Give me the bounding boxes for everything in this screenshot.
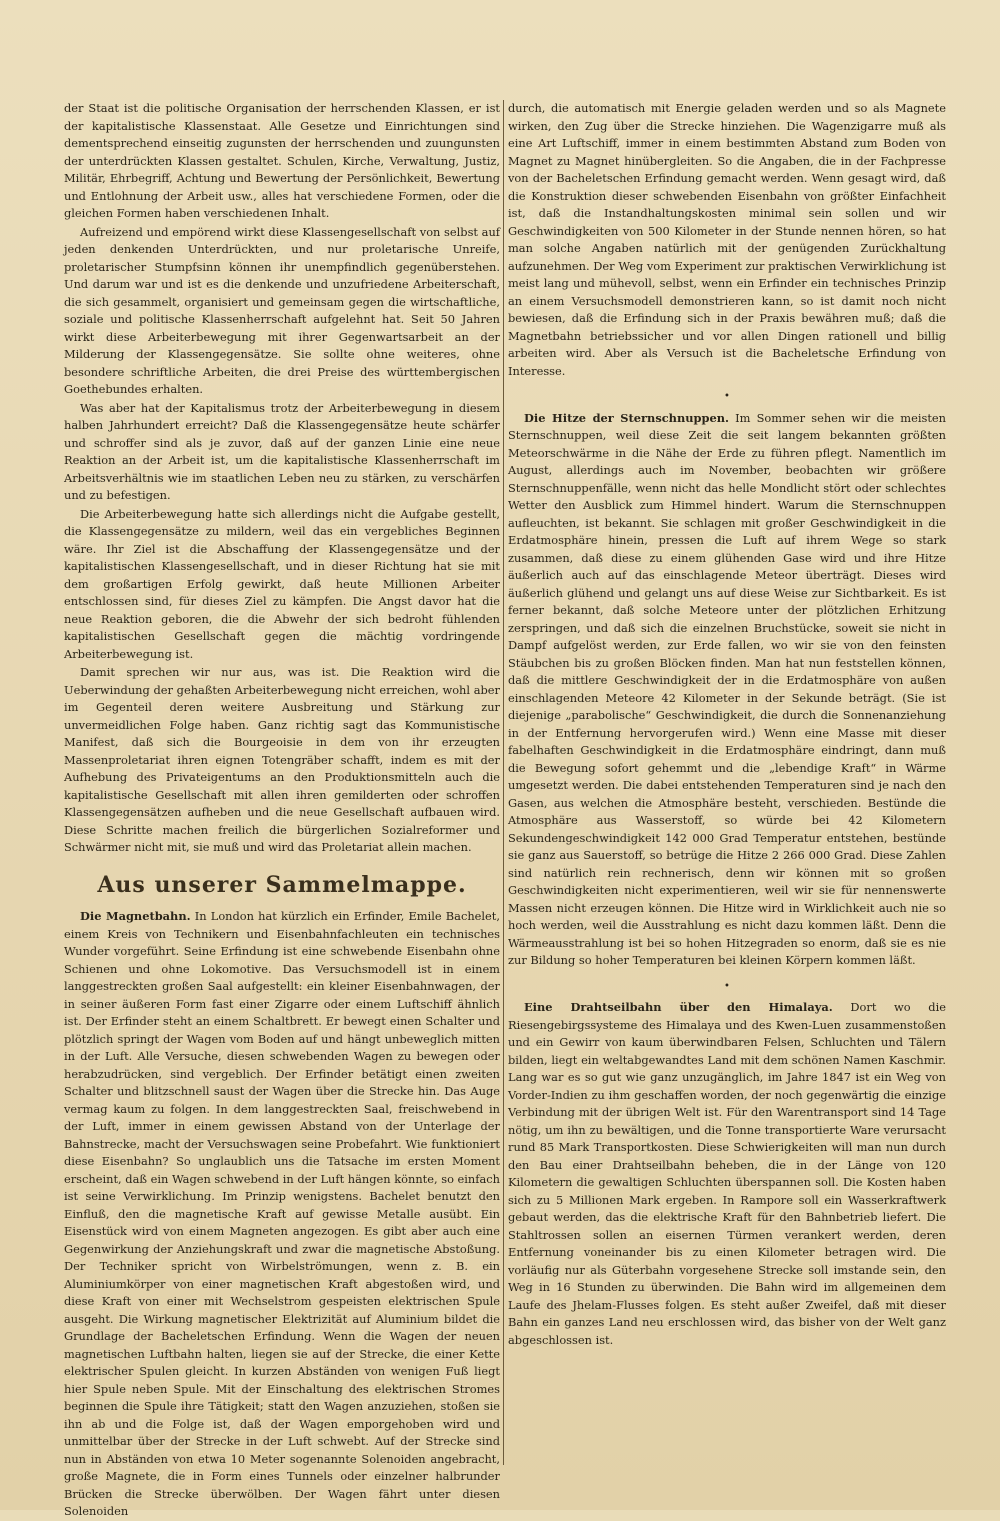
article-body: In London hat kürzlich ein Erfinder, Emile Bachelet, einem Kreis von Technikern und Eisenbahnfachleuten ein technisches Wunder vorgeführt. Seine Erfindung ist eine schwebende Eisenbahn ohne Schienen und ohne Lokomotive. Das Versuchsmodell ist in einem langgestreckten großen Saal aufgestellt: ein kleiner Eisenbahnwagen, der in seiner äußeren Form fast einer Zigarre oder einem Luftschiff ähnlich ist. Der Erfinder steht an einem Schaltbrett. Er bewegt einen Schalter und plötzlich springt der Wagen vom Boden auf und hängt unbeweglich mitten in der Luft. Alle Versuche, diesen schwebenden Wagen zu bewegen oder herabzudrücken, sind vergeblich. Der Erfinder betätigt einen zweiten Schalter und blitzschnell saust der Wagen über die Strecke hin. Das Auge vermag kaum zu folgen. In dem langgestreckten Saal, freischwebend in der Luft, immer in einem gewissen Abstand von der Unterlage der Bahnstrecke, macht der Versuchswagen seine Probefahrt. Wie funktioniert diese Eisenbahn? So unglaublich uns die Tatsache im ersten Moment erscheint, daß ein Wagen schwebend in der Luft hängen könnte, so einfach ist seine Verwirklichung. Im Prinzip wenigstens. Bachelet benutzt den Einfluß, den die magnetische Kraft auf gewisse Metalle ausübt. Ein Eisenstück wird von einem Magneten angezogen. Es gibt aber auch eine Gegenwirkung der Anziehungskraft und zwar die magnetische Abstoßung. Der Techniker spricht von Wirbelströmungen, wenn z. B. ein Aluminiumkörper von einer magnetischen Kraft abgestoßen wird, und diese Kraft von einer mit Wechselstrom gespeisten elektrischen Spule ausgeht. Die Wirkung magnetischer Elektrizität auf Aluminium bildet die Grundlage der Bacheletschen Erfindung. Wenn die Wagen der neuen magnetischen Luftbahn halten, liegen sie auf der Strecke, die einer Kette elektrischer Spulen gleicht. In kurzen Abständen von wenigen Fuß liegt hier Spule neben Spule. Mit der Einschaltung des elektrischen Stromes beginnen die Spule ihre Tätigkeit; statt den Wagen anzuziehen, stoßen sie ihn ab und die Folge ist, daß der Wagen emporgehoben wird und unmittelbar über der Strecke in der Luft schwebt. Auf der Strecke sind nun in Abständen von etwa 10 Meter sogenannte Solenoiden angebracht, große Magnete, die in Form eines Tunnels oder einzelner halbrunder Brücken die Strecke überwölben. Der Wagen fährt unter diesen Solenoiden bbox=[64, 909, 500, 1518]
paragraph: Damit sprechen wir nur aus, was ist. Die Reaktion wird die Ueberwindung der gehaßten Arbeiterbewegung nicht erreichen, wohl aber im Gegenteil deren weitere Ausbreitung und Stärkung zur unvermeidlichen Folge haben. Ganz richtig sagt das Kommunistische Manifest, daß sich die Bourgeoisie in dem von ihr erzeugten Massenproletariat ihren eignen Totengräber schafft, indem es mit der Aufhebung des Privateigentums an den Produktionsmitteln auch die kapitalistische Gesellschaft mit allen ihren gemilderten oder schroffen Klassengegensätzen aufheben und die neue Gesellschaft aufbauen wird. Diese Schritte machen freilich die bürgerlichen Sozialreformer und Schwärmer nicht mit, sie muß und wird das Proletariat allein machen. bbox=[64, 665, 500, 854]
article-headline: Eine Drahtseilbahn über den Himalaya. bbox=[524, 1000, 833, 1014]
separator-dot: • bbox=[724, 391, 730, 402]
article-drahtseilbahn bbox=[508, 999, 946, 1349]
article-body: Im Sommer sehen wir die meisten Sternschnuppen, weil diese Zeit die seit langem bekannten größten Meteorschwärme in die Nähe der Erde zu führen pflegt. Namentlich im August, allerdings auch im November, beobachten wir größere Sternschnuppenfälle, wenn nicht das helle Mondlicht stört oder schlechtes Wetter den Ausblick zum Himmel hindert. Warum die Sternschnuppen aufleuchten, ist bekannt. Sie schlagen mit großer Geschwindigkeit in die Erdatmosphäre hinein, pressen die Luft auf ihrem Wege so stark zusammen, daß diese zu einem glühenden Gase wird und ihre Hitze äußerlich auch auf das einschlagende Meteor überträgt. Dieses wird äußerlich glühend und gelangt uns auf diese Weise zur Sichtbarkeit. Es ist ferner bekannt, daß solche Meteore unter der plötzlichen Erhitzung zerspringen, und daß sich die einzelnen Bruchstücke, soweit sie nicht in Dampf aufgelöst werden, zur Erde fallen, wo wir sie von den feinsten Stäubchen bis zu großen Blöcken finden. Man hat nun feststellen können, daß die mittlere Geschwindigkeit der in die Erdatmosphäre von außen einschlagenden Meteore 42 Kilometer in der Sekunde beträgt. (Sie ist diejenige „parabolische“ Geschwindigkeit, die durch die Sonnenanziehung in der Entfernung hervorgerufen wird.) Wenn eine Masse mit dieser fabelhaften Geschwindigkeit in die Erdatmosphäre eindringt, dann muß die Bewegung sofort gehemmt und die „lebendige Kraft“ in Wärme umgesetzt werden. Die dabei entstehenden Temperaturen sind je nach den Gasen, aus welchen die Atmosphäre besteht, verschieden. Bestünde die Atmosphäre aus Wasserstoff, so würde bei 42 Kilometern Sekundengeschwindigkeit 142 000 Grad Temperatur entstehen, bestünde sie ganz aus Sauerstoff, so betrüge die Hitze 2 266 000 Grad. Diese Zahlen sind natürlich rein rechnerisch, denn wir können mit so großen Geschwindigkeiten nicht experimentieren, weil wir sie für nennenswerte Massen nicht erzeugen können. Die Hitze wird in Wirklichkeit auch nie so hoch werden, weil die Ausstrahlung es nicht dazu kommen läßt. Denn die Wärmeausstrahlung ist bei so hohen Hitzegraden so enorm, daß sie es nie zur Bildung so hoher Temperaturen bei kleinen Körpern kommen läßt. bbox=[508, 410, 946, 967]
article-body: Dort wo die Riesengebirgssysteme des Himalaya und des Kwen-Luen zusammenstoßen und ein Gewirr von kaum überwindbaren Felsen, Schluchten und Tälern bilden, liegt ein weltabgewandtes Land mit dem schönen Namen Kaschmir. Lang war es so gut wie ganz unzugänglich, im Jahre 1847 ist ein Weg von Vorder-Indien zu ihm geschaffen worden, der noch gegenwärtig die einzige Verbindung mit der übrigen Welt ist. Für den Warentransport sind 14 Tage nötig, um ihn zu bewältigen, und die Tonne transportierte Ware verursacht rund 85 Mark Transportkosten. Diese Schwierigkeiten will man nun durch den Bau einer Drahtseilbahn beheben, die in der Länge von 120 Kilometern die gewaltigen Schluchten überspannen soll. Die Kosten haben sich zu 5 Millionen Mark ergeben. In Rampore soll ein Wasserkraftwerk gebaut werden, das die elektrische Kraft für den Bahnbetrieb liefert. Die Stahltrossen sollen an eisernen Türmen verankert werden, deren Entfernung voneinander bis zu einen Kilometer betragen wird. Die vorläufig nur als Güterbahn vorgesehene Strecke soll imstande sein, den Weg in 16 Stunden zu überwinden. Die Bahn wird im allgemeinen dem Laufe des Jhelam-Flusses folgen. Es steht außer Zweifel, daß mit dieser Bahn ein ganzes Land neu erschlossen wird, das bisher von der Welt ganz abgeschlossen ist. bbox=[508, 1000, 946, 1347]
paragraph: Aufreizend und empörend wirkt diese Klassengesellschaft von selbst auf jeden denkenden Unterdrückten, und nur proletarische Unreife, proletarischer Stumpfsinn können ihr unempfindlich gegenüberstehen. Und darum war und ist es die denkende und unzufriedene Arbeiterschaft, die sich gesammelt, organisiert und gemeinsam gegen die wirtschaftliche, soziale und politische Klassenherrschaft aufgelehnt hat. Seit 50 Jahren wirkt diese Arbeiterbewegung mit ihrer Gegenwartsarbeit an der Milderung der Klassengegensätze. Sie sollte ohne weiteres, ohne besondere schriftliche Arbeiten, die drei Preise des württembergischen Goethebundes erhalten. bbox=[64, 224, 500, 396]
right-column bbox=[508, 100, 946, 1470]
paragraph: Was aber hat der Kapitalismus trotz der Arbeiterbewegung in diesem halben Jahrhundert erreicht? Daß die Klassengegensätze heute schärfer und schroffer sind als je zuvor, daß auf der ganzen Linie eine neue Reaktion an der Arbeit ist, um die kapitalistische Klassenherrschaft im Arbeitsverhältnis wie im staatlichen Leben neu zu stärken, zu verschärfen und zu befestigen. bbox=[64, 400, 500, 502]
section-title: Aus unserer Sammelmappe. bbox=[97, 871, 467, 898]
paragraph: durch, die automatisch mit Energie geladen werden und so als Magnete wirken, den Zug über die Strecke hinziehen. Die Wagenzigarre muß als eine Art Luftschiff, immer in einem bestimmten Abstand zum Boden von Magnet zu Magnet hinübergleiten. So die Angaben, die in der Fachpresse von der Bacheletschen Erfindung gemacht werden. Wenn gesagt wird, daß die Konstruktion dieser schwebenden Eisenbahn von größter Einfachheit ist, daß die Instandhaltungskosten minimal sein sollen und wir Geschwindigkeiten von 500 Kilometer in der Stunde nennen hören, so hat man solche Angaben natürlich mit der genügenden Zurückhaltung aufzunehmen. Der Weg vom Experiment zur praktischen Verwirklichung ist meist lang und mühevoll, selbst, wenn ein Erfinder ein technisches Prinzip an einem Versuchsmodell demonstrieren kann, so ist damit noch nicht bewiesen, daß die Erfindung sich in der Praxis bewähren muß; daß die Magnetbahn betriebssicher und vor allen Dingen rationell und billig arbeiten wird. Aber als Versuch ist die Bacheletsche Erfindung von Interesse. bbox=[508, 101, 946, 378]
column-divider bbox=[503, 100, 504, 1465]
paragraph: Die Arbeiterbewegung hatte sich allerdings nicht die Aufgabe gestellt, die Klassengegensätze zu mildern, weil das ein vergebliches Beginnen wäre. Ihr Ziel ist die Abschaffung der Klassengegensätze und der kapitalistischen Klassengesellschaft, und in dieser Richtung hat sie mit dem großartigen Erfolg gewirkt, daß heute Millionen Arbeiter entschlossen sind, für dieses Ziel zu kämpfen. Die Angst davor hat die neue Reaktion geboren, die die Abwehr der sich bedroht fühlenden kapitalistischen Gesellschaft gegen die mächtig vordringende Arbeiterbewegung ist. bbox=[64, 506, 500, 661]
article-magnetbahn bbox=[64, 908, 500, 1521]
article-headline: Die Magnetbahn. bbox=[80, 909, 191, 923]
article-sternschnuppen bbox=[508, 410, 946, 970]
left-column bbox=[64, 100, 500, 1518]
separator-dot: • bbox=[724, 980, 730, 992]
paragraph: der Staat ist die politische Organisation der herrschenden Klassen, er ist der kapitalistische Klassenstaat. Alle Gesetze und Einrichtungen sind dementsprechend einseitig zugunsten der herrschenden und zuungunsten der unterdrückten Klassen gestaltet. Schulen, Kirche, Verwaltung, Justiz, Militär, Ehrbegriff, Achtung und Bewertung der Persönlichkeit, Bewertung und Entlohnung der Arbeit usw., alles hat verschiedene Formen, oder die gleichen Formen haben verschiedenen Inhalt. bbox=[64, 101, 500, 220]
article-headline: Die Hitze der Sternschnuppen. bbox=[524, 410, 729, 425]
